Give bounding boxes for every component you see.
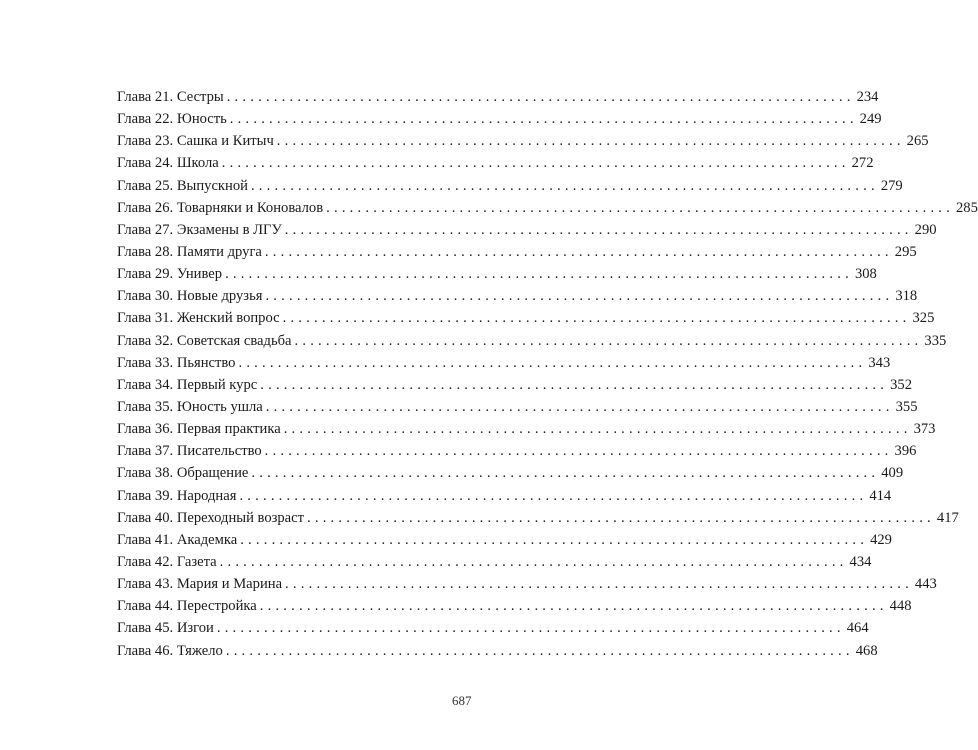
dot-leader: ................................................................................ (259, 598, 888, 615)
toc-entry (117, 241, 917, 263)
toc-entry-page: 429 (870, 531, 892, 548)
dot-leader: ................................................................................ (216, 620, 845, 637)
page-number: 687 (452, 693, 472, 708)
dot-leader: ................................................................................ (264, 443, 893, 460)
toc-entry-page: 335 (924, 332, 947, 349)
dot-leader: ................................................................................ (226, 89, 855, 105)
toc-entry (117, 396, 918, 418)
dot-leader: ................................................................................ (240, 531, 869, 548)
toc-entry (117, 551, 872, 573)
toc-entry (117, 573, 937, 595)
toc-entry-title: Глава 34. Первый курс (117, 376, 258, 393)
toc-entry-title: Глава 40. Переходный возраст (117, 509, 305, 526)
dot-leader: ................................................................................ (260, 376, 889, 393)
toc-entry-page: 396 (894, 443, 917, 460)
toc-entry-page: 285 (956, 199, 978, 216)
toc-entry-title: Глава 32. Советская свадьба (117, 332, 292, 349)
toc-entry-title: Глава 39. Народная (117, 487, 237, 504)
toc-entry (117, 617, 869, 639)
toc-entry-title: Глава 43. Мария и Марина (117, 576, 283, 593)
toc-entry-page: 443 (914, 576, 937, 593)
toc-entry-page: 265 (906, 133, 929, 150)
toc-entry (117, 485, 892, 507)
toc-entry-title: Глава 37. Писательство (117, 443, 262, 460)
toc-entry-title: Глава 26. Товарняки и Коновалов (117, 199, 324, 216)
dot-leader: ................................................................................ (251, 465, 880, 482)
toc-entry-title: Глава 42. Газета (117, 553, 217, 570)
toc-entry (117, 529, 892, 551)
toc-entry-page: 318 (895, 288, 918, 305)
toc-entry (117, 86, 879, 108)
dot-leader: ................................................................................ (238, 354, 867, 371)
toc-entry-title: Глава 25. Выпускной (117, 177, 248, 194)
toc-entry-page: 448 (889, 598, 912, 615)
dot-leader: ................................................................................ (294, 332, 923, 349)
toc-entry-page: 325 (912, 310, 935, 327)
toc-entry-title: Глава 41. Академка (117, 531, 238, 548)
toc-entry-title: Глава 22. Юность (117, 111, 227, 128)
dot-leader: ................................................................................ (264, 243, 893, 260)
toc-entry-title: Глава 38. Обращение (117, 465, 249, 482)
dot-leader: ................................................................................ (225, 642, 854, 659)
toc-entry (117, 418, 936, 440)
toc-entry (117, 197, 978, 219)
toc-entry (117, 152, 874, 174)
table-of-contents (117, 86, 978, 662)
dot-leader: ................................................................................ (276, 133, 905, 150)
toc-entry-page: 308 (854, 266, 877, 283)
toc-entry (117, 640, 878, 662)
toc-entry (117, 507, 959, 529)
toc-entry (117, 352, 891, 374)
toc-entry-title: Глава 36. Первая практика (117, 421, 281, 438)
toc-entry-title: Глава 46. Тяжело (117, 642, 223, 659)
dot-leader: ................................................................................ (250, 177, 879, 194)
toc-entry-page: 343 (868, 354, 891, 371)
toc-entry-page: 464 (846, 620, 869, 637)
toc-entry (117, 440, 917, 462)
toc-entry (117, 108, 882, 130)
toc-entry-page: 414 (869, 487, 892, 504)
dot-leader: ................................................................................ (265, 398, 894, 415)
toc-entry (117, 595, 912, 617)
toc-entry-title: Глава 27. Экзамены в ЛГУ (117, 221, 282, 238)
toc-entry-page: 352 (890, 376, 913, 393)
toc-entry (117, 285, 918, 307)
toc-entry (117, 263, 877, 285)
toc-entry-title: Глава 21. Сестры (117, 89, 224, 105)
toc-entry-title: Глава 30. Новые друзья (117, 288, 263, 305)
toc-entry (117, 175, 903, 197)
dot-leader: ................................................................................ (284, 221, 913, 238)
toc-entry (117, 307, 935, 329)
toc-entry-title: Глава 29. Универ (117, 266, 223, 283)
toc-entry-page: 234 (856, 89, 879, 105)
toc-entry-title: Глава 23. Сашка и Китыч (117, 133, 274, 150)
dot-leader: ................................................................................ (265, 288, 894, 305)
toc-entry-title: Глава 44. Перестройка (117, 598, 257, 615)
toc-entry-page: 417 (936, 509, 959, 526)
toc-entry (117, 462, 904, 484)
toc-entry-page: 279 (880, 177, 903, 194)
dot-leader: ................................................................................ (285, 576, 913, 593)
dot-leader: ................................................................................ (221, 155, 850, 172)
dot-leader: ................................................................................ (307, 509, 935, 526)
toc-entry-page: 373 (913, 421, 936, 438)
toc-entry-page: 434 (849, 553, 872, 570)
toc-entry-title: Глава 28. Памяти друга (117, 243, 262, 260)
dot-leader: ................................................................................ (239, 487, 868, 504)
toc-entry-title: Глава 31. Женский вопрос (117, 310, 280, 327)
toc-entry (117, 330, 947, 352)
dot-leader: ................................................................................ (283, 421, 912, 438)
toc-entry-page: 249 (859, 111, 882, 128)
dot-leader: ................................................................................ (326, 199, 954, 216)
toc-entry-title: Глава 33. Пьянство (117, 354, 236, 371)
dot-leader: ................................................................................ (225, 266, 853, 283)
toc-entry-page: 355 (895, 398, 918, 415)
toc-entry-title: Глава 24. Школа (117, 155, 219, 172)
dot-leader: ................................................................................ (229, 111, 858, 128)
toc-entry-page: 468 (855, 642, 878, 659)
toc-entry-page: 409 (881, 465, 904, 482)
dot-leader: ................................................................................ (219, 553, 848, 570)
toc-entry-page: 272 (851, 155, 874, 172)
toc-entry-title: Глава 35. Юность ушла (117, 398, 263, 415)
toc-entry-page: 295 (894, 243, 917, 260)
toc-entry (117, 130, 929, 152)
toc-entry-title: Глава 45. Изгои (117, 620, 214, 637)
toc-entry (117, 219, 937, 241)
toc-entry (117, 374, 913, 396)
dot-leader: ................................................................................ (282, 310, 911, 327)
toc-entry-page: 290 (914, 221, 937, 238)
